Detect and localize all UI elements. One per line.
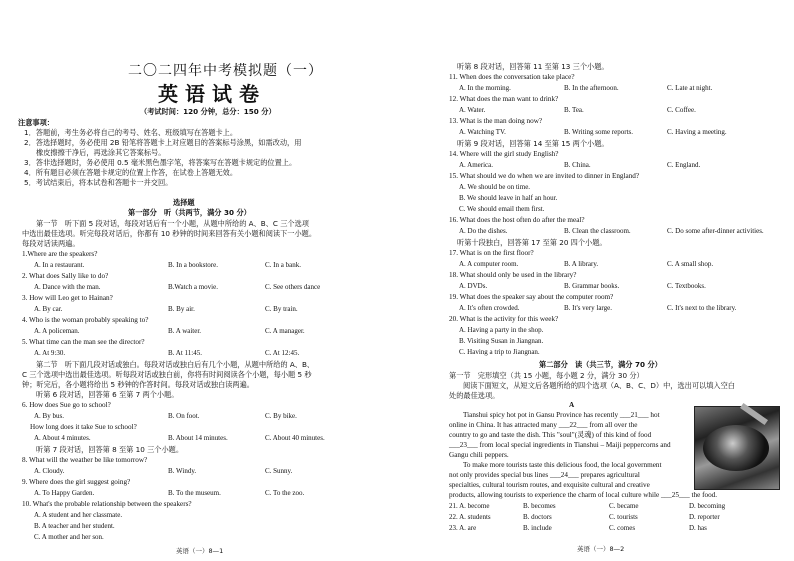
question: 19. What does the speaker say about the computer room? [449,293,614,301]
question: 2. What does Sally like to do? [22,272,109,280]
spoon [740,403,768,425]
passage-line: To make more tourists taste this delicious food, the local government [463,461,662,469]
option-c: C. By bike. [265,412,297,420]
instruction-line: 每段对话读两遍。 [22,239,80,248]
question: 12. What does the man want to drink? [449,95,559,103]
option-c: C. Textbooks. [667,282,706,290]
option-b: B. To the museum. [168,489,221,497]
option-a: A. Do the dishes. [459,227,508,235]
section-title: 选择题 [173,198,195,207]
answer-option: B. becomes [523,502,556,510]
answer-option: C. became [609,502,639,510]
hot-pot-bowl [703,425,769,471]
note-line: 1．答题前，考生务必将自己的考号、姓名、班级填写在答题卡上。 [24,128,238,137]
option-b: B. Writing some reports. [564,128,633,136]
question: How long does it take Sue to school? [30,423,137,431]
page-footer: 英语（一）8—2 [577,545,625,553]
option-a: A. To Happy Garden. [34,489,95,497]
note-line: 2．答选择题时，务必使用 2B 铅笔将答题卡上对应题目的答案标号涂黑，如需改动，用 [24,138,302,147]
part2-title: 第二部分 读（共三节，满分 70 分） [539,360,662,369]
option-b: B. Grammar books. [564,282,620,290]
option-b: B. It's very large. [564,304,612,312]
option-c: C. Late at night. [667,84,713,92]
passage-line: specialties, cultural tourism routes, and exquisite cultural and creative [449,481,650,489]
cloze-instruction: 第一节 完形填空（共 15 小题，每小题 2 分，满分 30 分） [449,371,644,380]
option-a: A. By car. [34,305,63,313]
answer-option: D. reporter [689,513,720,521]
instruction-line: 听第 7 段对话，回答第 8 至第 10 三个小题。 [36,445,184,454]
hot-pot-photo [694,406,780,490]
option-b: B. A library. [564,260,599,268]
question: 8. What will the weather be like tomorrow? [22,456,148,464]
note-line: 橡皮擦擦干净后，再选涂其它答案标号。 [36,148,166,157]
option-b: B. A waiter. [168,327,202,335]
option-a: A. DVDs. [459,282,488,290]
option-c: C. About 40 minutes. [265,434,325,442]
instruction-line: C 三个选项中选出最佳选项。听每段对话或独白前，你将有时间阅读各个小题，每小题 5 秒 [22,370,312,379]
answer-option: D. becoming [689,502,726,510]
instruction-line: 钟；听完后，各小题将给出 5 秒钟的作答时间。每段对话或独白读两遍。 [22,380,254,389]
option-c: C. A small shop. [667,260,714,268]
question: 9. Where does the girl suggest going? [22,478,131,486]
option-b: B. Visiting Susan in Jiangnan. [459,337,544,345]
passage-line: country to go and taste the dish. This "soul"(灵魂) of this kind of food [449,431,652,439]
question: 15. What should we do when we are invited to dinner in England? [449,172,640,180]
option-c: C. A mother and her son. [34,533,104,541]
option-b: B. About 14 minutes. [168,434,228,442]
option-b: B. On foot. [168,412,200,420]
option-a: A. About 4 minutes. [34,434,91,442]
cloze-instruction: 阅读下面短文，从短文后各题所给的四个选项（A、B、C、D）中，选出可以填入空白 [463,381,735,390]
answer-option: B. doctors [523,513,552,521]
answer-option: 22. A. students [449,513,491,521]
question: 6. How does Sue go to school? [22,401,111,409]
instruction-line: 第一节 听下面 5 段对话，每段对话后有一个小题，从题中所给的 A、B、C 三个选项 [36,219,309,228]
question: 3. How will Leo get to Hainan? [22,294,113,302]
answer-option: 23. A. are [449,524,477,532]
option-c: C. To the zoo. [265,489,305,497]
instruction-line: 听第 6 段对话，回答第 6 至第 7 两个小题。 [36,390,179,399]
question: 20. What is the activity for this week? [449,315,559,323]
option-a: A. We should be on time. [459,183,531,191]
answer-option: B. include [523,524,552,532]
option-b: B. Windy. [168,467,197,475]
option-b: B. By air. [168,305,195,313]
option-b: B.Watch a movie. [168,283,218,291]
option-a: A. Cloudy. [34,467,65,475]
instruction-line: 中选出最佳选项。听完每段对话后，你都有 10 秒钟的时间来回答有关小题和阅读下一小题。 [22,229,317,238]
option-a: A. America. [459,161,494,169]
option-a: A. Water. [459,106,486,114]
instruction-line: 听第 9 段对话，回答第 14 至第 15 两个小题。 [457,139,609,148]
note-line: 4．所有题目必须在答题卡规定的位置上作答，在试卷上答题无效。 [24,168,238,177]
option-c: C. Coffee. [667,106,696,114]
question: 18. What should only be used in the library? [449,271,577,279]
option-c: C. At 12:45. [265,349,300,357]
option-a: A. In the morning. [459,84,511,92]
passage-line: Tianshui spicy hot pot in Gansu Province has recently ___21___ hot [463,411,660,419]
passage-line: not only provides special bus lines ___24___ prepares agricultural [449,471,640,479]
question: 11. When does the conversation take place? [449,73,575,81]
option-c: C. England. [667,161,701,169]
option-a: A. At 9:30. [34,349,66,357]
question: 10. What's the probable relationship between the speakers? [22,500,192,508]
exam-title: 二〇二四年中考模拟题（一） [128,63,323,79]
option-c: C. A manager. [265,327,305,335]
option-b: B. In the afternoon. [564,84,619,92]
option-b: B. China. [564,161,591,169]
cloze-instruction: 处的最佳选项。 [449,391,500,400]
passage-line: ___23___ from local special ingredients in Tianshui – Maiji peppercorns and [449,441,671,449]
question: 1.Where are the speakers? [22,250,98,258]
exam-info: （考试时间：120 分钟，总分：150 分） [140,107,276,116]
option-a: A. Having a party in the shop. [459,326,544,334]
passage-line: products, allowing tourists to experience the charm of local culture while ___25___ the food. [449,491,718,499]
option-a: A. It's often crowded. [459,304,520,312]
option-a: A. Watching TV. [459,128,506,136]
answer-option: 21. A. become [449,502,490,510]
part1-title: 第一部分 听（共两节，满分 30 分） [128,208,251,217]
option-b: B. Tea. [564,106,584,114]
instruction-line: 第二节 听下面几段对话或独白。每段对话或独白后有几个小题，从题中所给的 A、B、 [36,360,315,369]
option-a: A. In a restaurant. [34,261,85,269]
passage-line: online in China. It has attracted many ___22___ from all over the [449,421,638,429]
answer-option: C. comes [609,524,636,532]
passage-label: A [569,401,575,409]
page-footer: 英语（一）8—1 [176,547,224,555]
option-c: C. Having a meeting. [667,128,727,136]
option-c: C. It's next to the library. [667,304,737,312]
option-c: C. Do some after-dinner activities. [667,227,764,235]
question: 17. What is on the first floor? [449,249,534,257]
option-c: C. By train. [265,305,298,313]
option-a: A. A student and her classmate. [34,511,123,519]
option-b: B. A teacher and her student. [34,522,115,530]
option-a: A. Dance with the man. [34,283,101,291]
question: 13. What is the man doing now? [449,117,543,125]
option-c: C. See others dance [265,283,321,291]
passage-line: Gangu chili peppers. [449,451,509,459]
instruction-line: 听第十段独白，回答第 17 至第 20 四个小题。 [457,238,607,247]
exam-page-right [397,0,794,561]
option-c: C. In a bank. [265,261,301,269]
option-b: B. We should leave in half an hour. [459,194,558,202]
question: 4. Who is the woman probably speaking to? [22,316,149,324]
option-b: B. In a bookstore. [168,261,218,269]
option-c: C. We should email them first. [459,205,545,213]
question: 14. Where will the girl study English? [449,150,559,158]
option-a: A. By bus. [34,412,64,420]
instruction-line: 听第 8 段对话，回答第 11 至第 13 三个小题。 [457,62,609,71]
answer-option: C. tourists [609,513,638,521]
option-a: A. A computer room. [459,260,519,268]
question: 5. What time can the man see the director? [22,338,145,346]
option-b: B. Clean the classroom. [564,227,631,235]
option-c: C. Sunny. [265,467,293,475]
note-line: 3．答非选择题时，务必使用 0.5 毫米黑色墨字笔，将答案写在答题卡规定的位置上。 [24,158,297,167]
notes-title: 注意事项： [18,118,54,127]
answer-option: D. has [689,524,707,532]
note-line: 5．考试结束后，将本试卷和答题卡一并交回。 [24,178,173,187]
option-a: A. A policeman. [34,327,80,335]
option-c: C. Having a trip to Jiangnan. [459,348,540,356]
question: 16. What does the host often do after the meal? [449,216,585,224]
option-b: B. At 11:45. [168,349,202,357]
exam-subject-title: 英语试卷 [158,82,266,106]
